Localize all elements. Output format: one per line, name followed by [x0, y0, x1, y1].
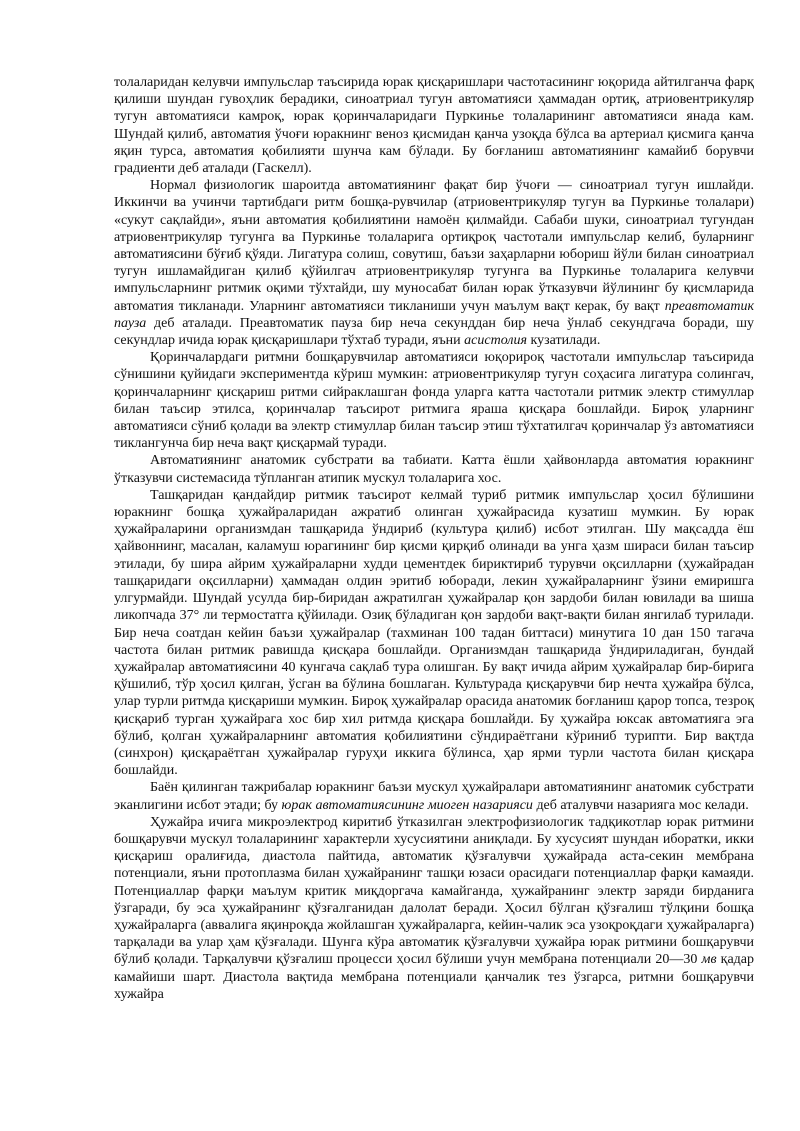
text-segment: деб аталувчи назарияга мос келади.	[532, 797, 749, 813]
paragraph	[114, 779, 754, 813]
paragraph	[114, 452, 754, 486]
text-segment: толаларидан келувчи импульслар таъсирида юрак қисқаришлари частотасининг юқорида айтилганча фарқ қилиши шундан гувоҳлик берадики, синоатриал тугун автоматияси ҳаммадан ортиқ, атриовентрикуляр тугун автоматияси камроқ, юрак қоринчаларидаги Пуркинье толаларининг автоматияси янада кам. Шундай қилиб, автоматия ўчоғи юракнинг веноз қисмидан қанча узоқда бўлса ва артериал қисмига қанча яқин турса, автоматия қобилияти шунча кам бўлади. Бу боғланиш автоматиянинг камайиб борувчи градиенти деб аталади (Гаскелл).	[114, 75, 754, 177]
text-segment: Қоринчалардаги ритмни бошқарувчилар автоматияси юқорироқ частотали импульслар таъсирида сўнишини қуйидаги экспериментда кўриш мумкин: атриовентрикуляр тугун соҳасига лигатура солингач, қоринчаларнинг қисқариш ритми сийраклашган фонда уларга катта частотали ритмик электр стимуллар билан таъсир этилса, қоринчалар таъсирот ритмига яраша қисқара бошлайди. Бироқ уларнинг автоматияси сўниб қолади ва электр стимуллар билан таъсир этиш тўхтатилгач қоринчалар ўз автоматияси тиклангунча бир неча вақт қисқармай туради.	[114, 350, 754, 452]
text-segment: Автоматиянинг анатомик субстрати ва табиати. Катта ёшли ҳайвонларда автоматия юракнинг ўтказувчи системасида тўпланган атипик мускул толаларига хос.	[114, 453, 754, 486]
text-body	[114, 74, 754, 1003]
text-segment: кузатилади.	[526, 333, 601, 349]
text-segment: қадар камайиши шарт. Диастола вақтида мембрана потенциали қанчалик тез ўзгарса, ритмни бошқарувчи хужайра	[114, 952, 754, 1002]
paragraph	[114, 177, 754, 349]
text-segment: Баён қилинган тажрибалар юракнинг баъзи мускул ҳужайралари автоматиянинг анатомик субстрати эканлигини исбот этади; бу	[114, 780, 754, 813]
paragraph	[114, 349, 754, 452]
italic-term: юрак автоматиясининг миоген назарияси	[281, 797, 533, 813]
text-segment: Нормал физиологик шароитда автоматиянинг фақат бир ўчоғи — синоатриал тугун ишлайди. Иккинчи ва учинчи тартибдаги ритм бошқа-рувчилар (атриовентрикуляр тугун ва Пуркинье толалари) «сукут сақлайди», яъни автоматия қобилиятини намоён қилмайди. Сабаби шуки, синоатриал тугундан атриовентрикуляр тугунга ва Пуркинье толаларига ортиқроқ частотали импульслар келиб, буларнинг автоматиясини бўғиб қўяди. Лигатура солиш, совутиш, баъзи заҳарларни юбориш йўли билан синоатриал тугун ишламайдиган қилиб қўйилгач атриовентрикуляр тугунга ва Пуркинье толаларига келувчи импульсларнинг ритмик оқими тўхтайди, шу муносабат билан юрак ўтказувчи йўлининг бу қисмларида автоматия тикланади. Уларнинг автоматияси тикланиши учун маълум вақт керак, бу вақт	[114, 178, 754, 314]
italic-term: асистолия	[464, 333, 527, 349]
italic-term: мв	[701, 952, 717, 968]
text-segment: деб аталади. Преавтоматик пауза бир неча секунддан бир неча ўнлаб секундгача боради, шу секундлар ичида юрак қисқаришлари тўхтаб туради, яъни	[114, 315, 754, 349]
paragraph	[114, 74, 754, 177]
paragraph	[114, 487, 754, 779]
text-segment: Ташқаридан қандайдир ритмик таъсирот келмай туриб ритмик импульслар ҳосил бўлишини юракнинг бошқа ҳужайраларидан ажратиб олинган ҳужайрасида кузатиш мумкин. Бу юрак ҳужайраларини организмдан ташқарида ўндириб (культура қилиб) исбот этилган. Шу мақсадда ёш ҳайвоннинг, масалан, каламуш юрагининг бир қисми қирқиб олинади ва унга ҳазм шираси билан таъсир этилади, бу шира айрим ҳужайраларни худди цементдек бириктириб турувчи оқсилларни (ҳужайрадан ташқаридаги оқсилларни) ҳаммадан олдин эритиб юборади, лекин ҳужайраларнинг ўзини емиришга улгурмайди. Шундай усулда бир-биридан ажратилган ҳужайралар қон зардоби билан ювилади ва шиша ликопчада 37° ли термостатга қўйилади. Озиқ бўладиган қон зардоби вақт-вақти билан янгилаб турилади. Бир неча соатдан кейин баъзи ҳужайралар (тахминан 100 тадан биттаси) минутига 10 дан 150 тагача частота билан ритмик равишда қисқара бошлайди. Организмдан ташқарида ўндириладиган, бундай ҳужайралар автоматиясини 40 кунгача сақлаб тура олишган. Бу вақт ичида айрим ҳужайралар бир-бирига қўшилиб, тўр ҳосил қилган, ўсган ва бўлина бошлаган. Культурада қисқарувчи бир нечта ҳужайра бўлса, улар турли ритмда қисқариши мумкин. Бироқ ҳужайралар орасида анатомик боғланиш қарор топса, тезроқ қисқариб турган ҳужайрага хос бир хил ритмда қисқара бошлайди. Бу ҳужайра юксак автоматияга эга бўлиб, қолган ҳужайраларнинг автоматия қобилиятини сўндираётгани кўриниб турипти. Бир вақтда (синхрон) қисқараётган ҳужайралар гуруҳи иккига бўлинса, ҳар ярми турли частота билан қисқара бошлайди.	[114, 487, 754, 779]
paragraph	[114, 814, 754, 1003]
text-segment: Ҳужайра ичига микроэлектрод киритиб ўтказилган электрофизиологик тадқикотлар юрак ритмини бошқарувчи мускул толаларининг характерли хусусиятини аниқлади. Бу хусусият шундан иборатки, икки қисқариш оралиғида, диастола пайтида, автоматик қўзғалувчи ҳужайрада аста-секин мембрана потенциали, яъни протоплазма билан ҳужайранинг ташқи юзаси орасидаги потенциаллар фарқи камаяди. Потенциаллар фарқи маълум критик миқдоргача камайганда, ҳужайранинг электр заряди бирданига ўзгаради, бу эса ҳужайранинг қўзғалганидан далолат беради. Ҳосил бўлган қўзғалиш тўлқини бошқа ҳужайраларга (аввалига яқинроқда жойлашган ҳужайраларга, кейин-чалик эса узоқроқдаги ҳужайраларга) тарқалади ва улар ҳам қўзғалади. Шунга кўра автоматик қўзғалувчи ҳужайра юрак ритмини бошқарувчи бўлиб қолади. Тарқалувчи қўзғалиш процесси ҳосил бўлиши учун мембрана потенциали 20—30	[114, 814, 754, 968]
italic-term: преавтоматик пауза	[114, 298, 754, 331]
